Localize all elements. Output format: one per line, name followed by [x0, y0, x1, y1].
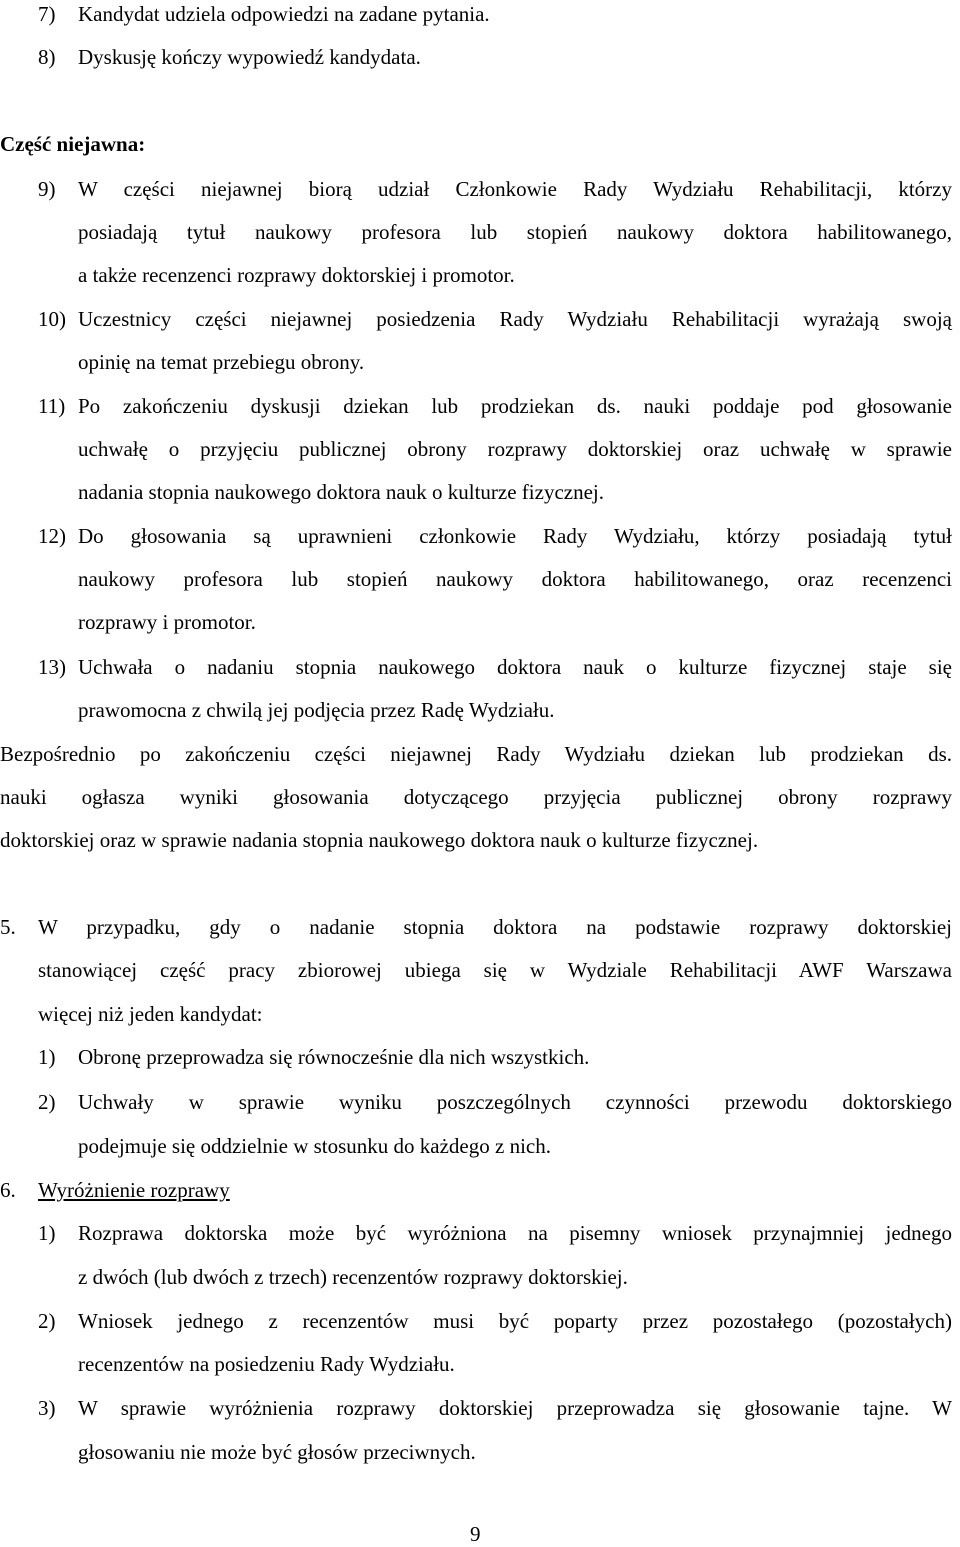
item-number: 13): [38, 655, 66, 679]
item-text: recenzentów na posiedzeniu Rady Wydziału.: [78, 1352, 455, 1376]
item-text: rozprawy i promotor.: [78, 610, 256, 634]
item-text: Obronę przeprowadza się równocześnie dla nich wszystkich.: [78, 1045, 590, 1069]
item-number: 10): [38, 307, 66, 331]
item-text: Uczestnicy części niejawnej posiedzenia Rady Wydziału Rehabilitacji wyrażają swoją: [78, 307, 952, 331]
paragraph-text: doktorskiej oraz w sprawie nadania stopnia naukowego doktora nauk o kulturze fizycznej.: [0, 828, 759, 852]
section-text: W przypadku, gdy o nadanie stopnia doktora na podstawie rozprawy doktorskiej: [38, 915, 952, 939]
item-number: 2): [38, 1309, 56, 1333]
section-text: stanowiącej część pracy zbiorowej ubiega się w Wydziale Rehabilitacji AWF Warszawa: [38, 958, 952, 982]
item-text: naukowy profesora lub stopień naukowy doktora habilitowanego, oraz recenzenci: [78, 567, 952, 591]
section-title: Wyróżnienie rozprawy: [38, 1178, 230, 1202]
item-text: podejmuje się oddzielnie w stosunku do każdego z nich.: [78, 1134, 551, 1158]
item-text: Uchwały w sprawie wyniku poszczególnych czynności przewodu doktorskiego: [78, 1090, 952, 1114]
item-text: głosowaniu nie może być głosów przeciwnych.: [78, 1440, 476, 1464]
item-text: Uchwała o nadaniu stopnia naukowego doktora nauk o kulturze fizycznej staje się: [78, 655, 952, 679]
section-number: 6.: [0, 1178, 16, 1202]
item-number: 9): [38, 177, 56, 201]
item-text: opinię na temat przebiegu obrony.: [78, 350, 365, 374]
item-number: 1): [38, 1221, 56, 1245]
item-text: Kandydat udziela odpowiedzi na zadane pytania.: [78, 2, 490, 26]
section-number: 5.: [0, 915, 16, 939]
section-text: więcej niż jeden kandydat:: [38, 1002, 263, 1026]
item-text: prawomocna z chwilą jej podjęcia przez Radę Wydziału.: [78, 698, 555, 722]
item-text: z dwóch (lub dwóch z trzech) recenzentów rozprawy doktorskiej.: [78, 1265, 628, 1289]
item-number: 8): [38, 45, 56, 69]
item-text: Wniosek jednego z recenzentów musi być poparty przez pozostałego (pozostałych): [78, 1309, 952, 1333]
section-heading-closed-part: Część niejawna:: [0, 132, 146, 156]
item-number: 7): [38, 2, 56, 26]
item-text: posiadają tytuł naukowy profesora lub stopień naukowy doktora habilitowanego,: [78, 220, 952, 244]
item-text: uchwałę o przyjęciu publicznej obrony rozprawy doktorskiej oraz uchwałę w sprawie: [78, 437, 952, 461]
item-text: Dyskusję kończy wypowiedź kandydata.: [78, 45, 421, 69]
item-number: 3): [38, 1396, 56, 1420]
item-text: Do głosowania są uprawnieni członkowie Rady Wydziału, którzy posiadają tytuł: [78, 524, 952, 548]
item-text: Rozprawa doktorska może być wyróżniona na pisemny wniosek przynajmniej jednego: [78, 1221, 952, 1245]
paragraph-text: nauki ogłasza wyniki głosowania dotyczącego przyjęcia publicznej obrony rozprawy: [0, 785, 952, 809]
item-text: W części niejawnej biorą udział Członkowie Rady Wydziału Rehabilitacji, którzy: [78, 177, 952, 201]
page-number: 9: [470, 1522, 481, 1546]
item-number: 12): [38, 524, 66, 548]
paragraph-text: Bezpośrednio po zakończeniu części niejawnej Rady Wydziału dziekan lub prodziekan ds.: [0, 742, 952, 766]
item-number: 1): [38, 1045, 56, 1069]
item-number: 11): [38, 394, 66, 418]
item-text: Po zakończeniu dyskusji dziekan lub prodziekan ds. nauki poddaje pod głosowanie: [78, 394, 952, 418]
item-text: a także recenzenci rozprawy doktorskiej i promotor.: [78, 263, 515, 287]
item-text: nadania stopnia naukowego doktora nauk o kulturze fizycznej.: [78, 480, 604, 504]
item-number: 2): [38, 1090, 56, 1114]
item-text: W sprawie wyróżnienia rozprawy doktorskiej przeprowadza się głosowanie tajne. W: [78, 1396, 952, 1420]
